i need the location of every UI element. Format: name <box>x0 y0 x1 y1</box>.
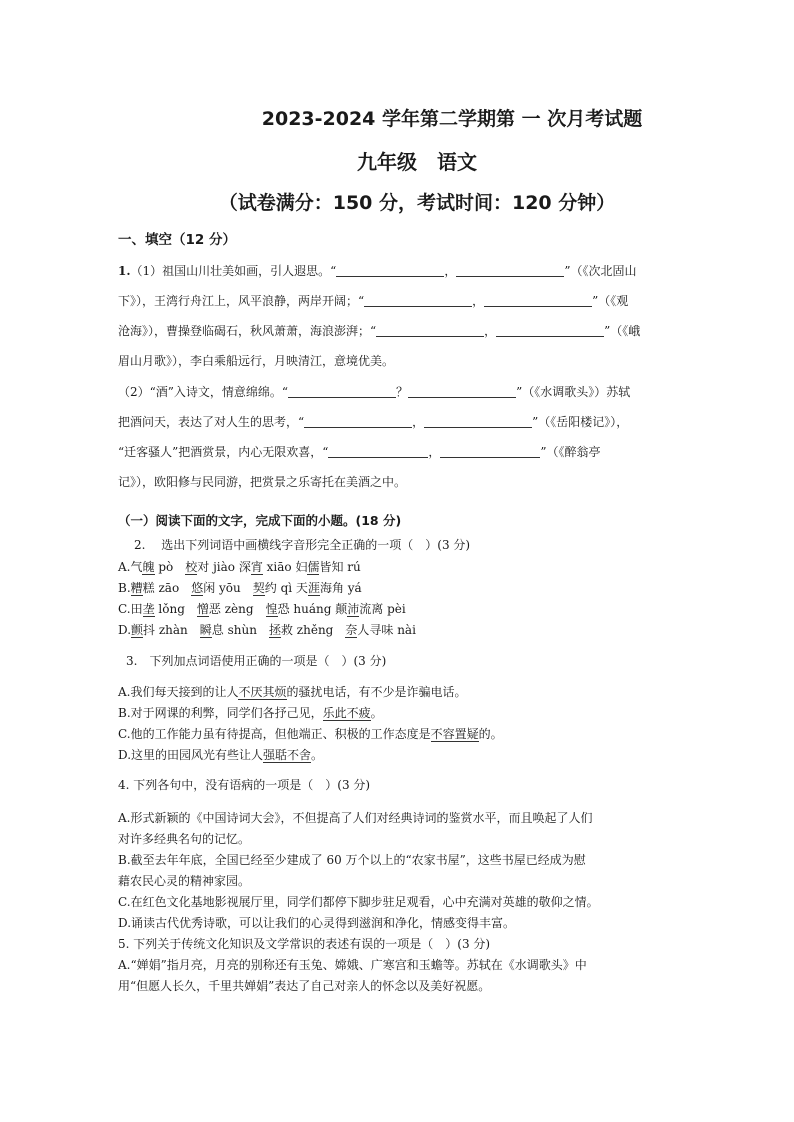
q3-option-c: C.他的工作能力虽有待提高，但他端正、积极的工作态度是不容置疑的。 <box>118 727 503 741</box>
q2-option-c: C.田垄 lǒng 憎恶 zèng 惶恐 huáng 颠沛流离 pèi <box>118 602 406 616</box>
q1-line-3: 沧海》），曹操登临碣石，秋风萧萧，海浪澎湃；“ ， ”（《峨 <box>118 324 641 338</box>
q2-option-a: A.气魄 pò 校对 jiào 深宵 xiāo 妇儒皆知 rú <box>118 560 361 574</box>
q4-option-a-line1: A.形式新颖的《中国诗词大会》，不但提高了人们对经典诗词的鉴赏水平，而且唤起了人们 <box>118 811 593 825</box>
answer-blank[interactable] <box>288 384 396 398</box>
q1-line-6: 把酒问天，表达了对人生的思考，“ ， ”（《岳阳楼记》）， <box>118 415 629 429</box>
q3-option-d: D.这里的田园风光有些让人强聒不舍。 <box>118 748 324 762</box>
q3-stem: 3. 下列加点词语使用正确的一项是（ ）(3 分) <box>126 654 387 668</box>
exam-subtitle: 九年级 语文 <box>357 150 477 174</box>
section-heading-reading: （一）阅读下面的文字，完成下面的小题。(18 分) <box>118 513 402 528</box>
q4-option-b-line1: B.截至去年年底，全国已经至少建成了 60 万个以上的“农家书屋”，这些书屋已经成为慰 <box>118 853 586 867</box>
q4-option-b-line2: 藉农民心灵的精神家园。 <box>118 874 251 888</box>
q1-line-1: 1.（1）祖国山川壮美如画，引人遐思。“ ， ”（《次北固山 <box>118 264 637 278</box>
answer-blank[interactable] <box>408 384 516 398</box>
q1-line-8: 记》），欧阳修与民同游，把赏景之乐寄托在美酒之中。 <box>118 475 407 489</box>
answer-blank[interactable] <box>456 263 564 277</box>
q4-option-c: C.在红色文化基地影视展厅里，同学们都停下脚步驻足观看，心中充满对英雄的敬仰之情。 <box>118 895 599 909</box>
exam-title: 2023-2024 学年第二学期第 一 次月考试题 <box>261 108 643 130</box>
answer-blank[interactable] <box>364 293 472 307</box>
q5-option-a-line2: 用“但愿人长久，千里共婵娟”表达了自己对亲人的怀念以及美好祝愿。 <box>118 979 491 993</box>
answer-blank[interactable] <box>440 444 540 458</box>
answer-blank[interactable] <box>328 444 428 458</box>
q4-option-d: D.诵读古代优秀诗歌，可以让我们的心灵得到滋润和净化，情感变得丰富。 <box>118 916 516 930</box>
answer-blank[interactable] <box>496 323 604 337</box>
answer-blank[interactable] <box>484 293 592 307</box>
q3-option-a: A.我们每天接到的让人不厌其烦的骚扰电话，有不少是诈骗电话。 <box>118 685 467 699</box>
exam-info: （试卷满分：150 分，考试时间：120 分钟） <box>218 192 616 214</box>
section-heading-fill-blank: 一、填空（12 分） <box>118 232 236 248</box>
q2-option-d: D.颤抖 zhàn 瞬息 shùn 拯救 zhěng 奈人寻味 nài <box>118 623 416 637</box>
q1-line-5: （2）“酒”入诗文，情意绵绵。“ ？ ”（《水调歌头》）苏轼 <box>118 385 631 399</box>
q5-stem: 5. 下列关于传统文化知识及文学常识的表述有误的一项是（ ）(3 分) <box>118 937 491 951</box>
q2-option-b: B.糟糕 zāo 悠闲 yōu 契约 qì 天涯海角 yá <box>118 581 362 595</box>
q5-option-a-line1: A.“婵娟”指月亮，月亮的别称还有玉兔、嫦娥、广寒宫和玉蟾等。苏轼在《水调歌头》中 <box>118 958 587 972</box>
q3-option-b: B.对于网课的利弊，同学们各抒己见，乐此不疲。 <box>118 706 383 720</box>
answer-blank[interactable] <box>304 414 412 428</box>
q1-line-4: 眉山月歌》），李白乘船远行，月映清江，意境优美。 <box>118 354 395 368</box>
q4-stem: 4. 下列各句中，没有语病的一项是（ ）(3 分) <box>118 778 371 792</box>
q4-option-a-line2: 对许多经典名句的记忆。 <box>118 832 251 846</box>
answer-blank[interactable] <box>424 414 532 428</box>
q2-stem: 2. 选出下列词语中画横线字音形完全正确的一项（ ）(3 分) <box>134 538 471 552</box>
answer-blank[interactable] <box>336 263 444 277</box>
q1-line-7: “迁客骚人”把酒赏景，内心无限欢喜，“ ， ”（《醉翁亭 <box>118 445 601 459</box>
q1-line-2: 下》），王湾行舟江上，风平浪静，两岸开阔；“ ， ”（《观 <box>118 294 629 308</box>
answer-blank[interactable] <box>376 323 484 337</box>
